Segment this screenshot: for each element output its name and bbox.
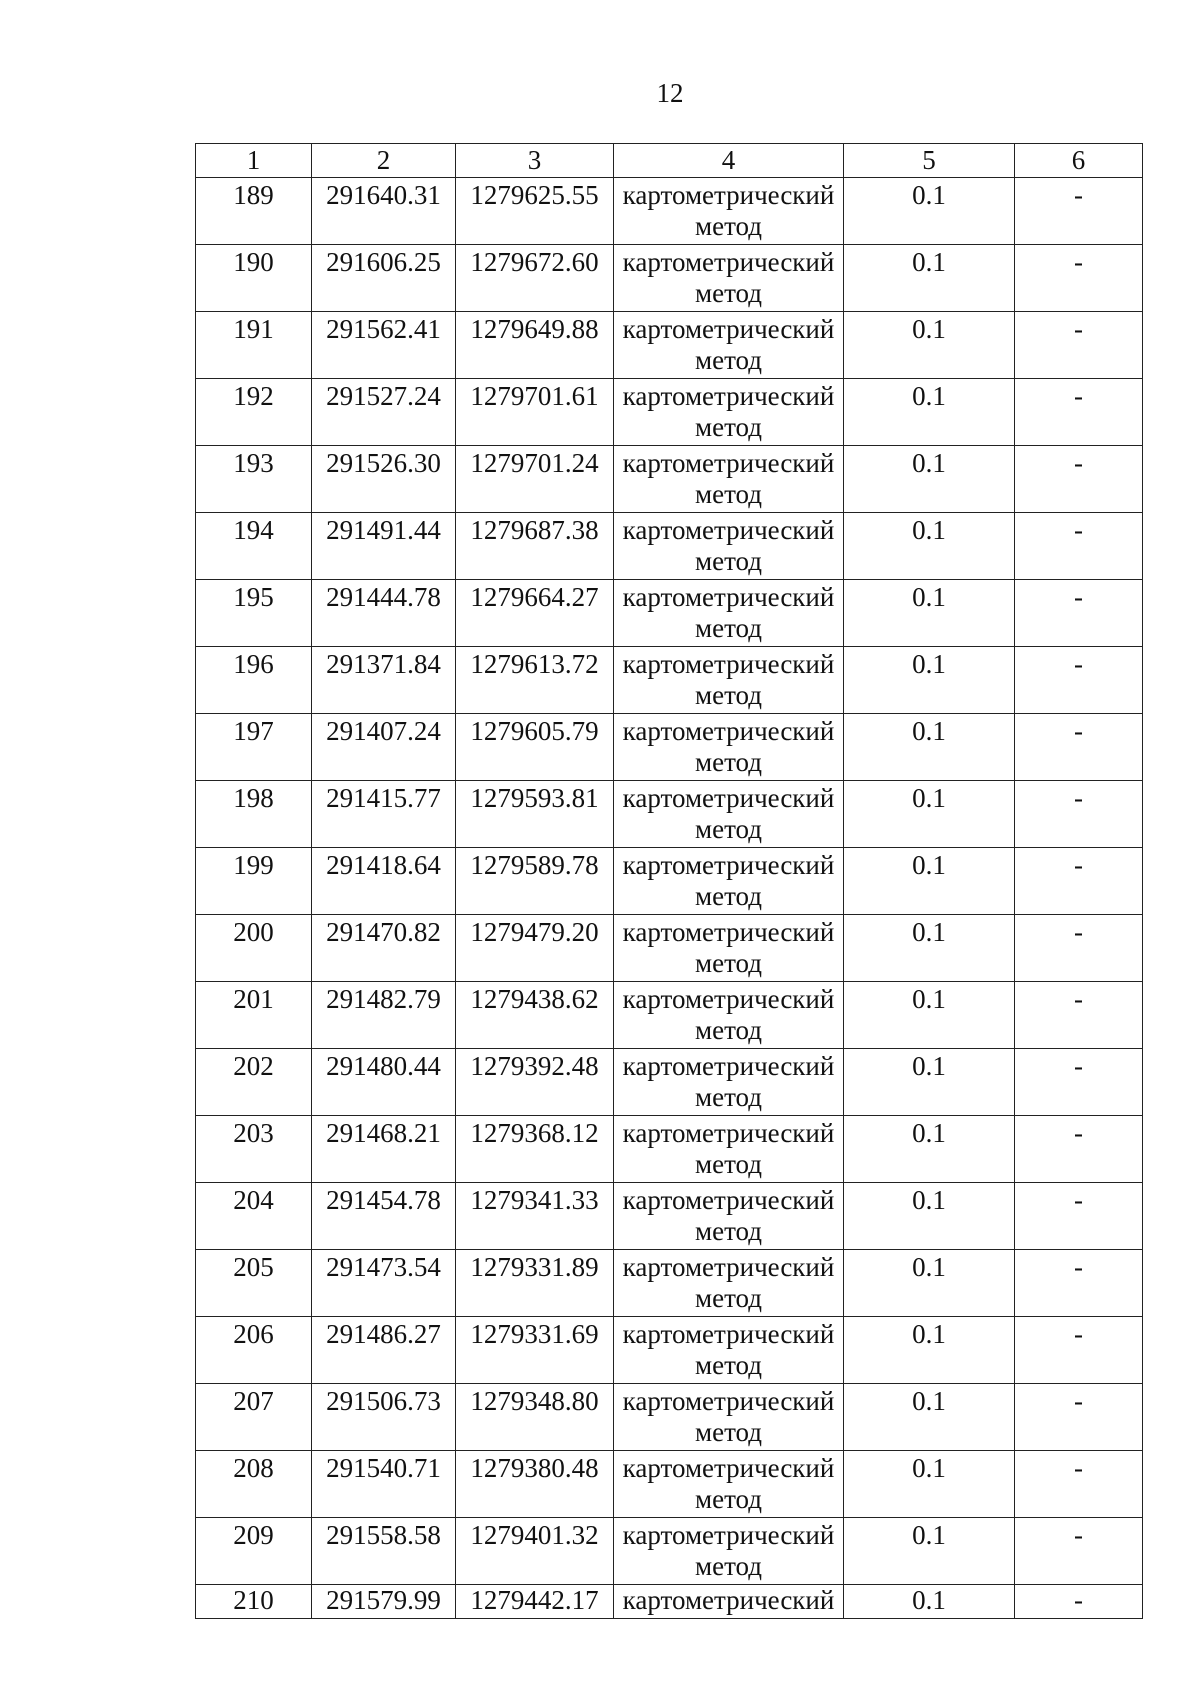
table-row [196, 379, 1143, 446]
table-row [196, 1250, 1143, 1317]
table-row [196, 915, 1143, 982]
x-coordinate-cell: 291527.24 [312, 379, 456, 446]
x-coordinate-cell: 291506.73 [312, 1384, 456, 1451]
header-cell-5: 5 [844, 144, 1015, 178]
x-coordinate-cell: 291491.44 [312, 513, 456, 580]
method-cell: картометрический метод [614, 245, 844, 312]
y-coordinate-cell: 1279438.62 [456, 982, 614, 1049]
x-coordinate-cell: 291470.82 [312, 915, 456, 982]
method-cell: картометрический метод [614, 915, 844, 982]
note-cell: - [1015, 647, 1143, 714]
header-cell-2: 2 [312, 144, 456, 178]
note-cell: - [1015, 1116, 1143, 1183]
table-row [196, 513, 1143, 580]
point-number-cell: 190 [196, 245, 312, 312]
x-coordinate-cell: 291480.44 [312, 1049, 456, 1116]
point-number-cell: 205 [196, 1250, 312, 1317]
y-coordinate-cell: 1279701.61 [456, 379, 614, 446]
note-cell: - [1015, 513, 1143, 580]
method-cell: картометрический метод [614, 848, 844, 915]
accuracy-cell: 0.1 [844, 781, 1015, 848]
table-row [196, 312, 1143, 379]
method-cell: картометрический метод [614, 1384, 844, 1451]
method-cell: картометрический метод [614, 312, 844, 379]
point-number-cell: 206 [196, 1317, 312, 1384]
point-number-cell: 191 [196, 312, 312, 379]
header-cell-3: 3 [456, 144, 614, 178]
table-row [196, 647, 1143, 714]
point-number-cell: 196 [196, 647, 312, 714]
x-coordinate-cell: 291562.41 [312, 312, 456, 379]
y-coordinate-cell: 1279348.80 [456, 1384, 614, 1451]
point-number-cell: 197 [196, 714, 312, 781]
note-cell: - [1015, 848, 1143, 915]
table-row [196, 1116, 1143, 1183]
x-coordinate-cell: 291454.78 [312, 1183, 456, 1250]
coordinates-table [195, 143, 1143, 1619]
note-cell: - [1015, 446, 1143, 513]
point-number-cell: 199 [196, 848, 312, 915]
table-header [196, 144, 1143, 178]
note-cell: - [1015, 915, 1143, 982]
point-number-cell: 193 [196, 446, 312, 513]
table-row [196, 245, 1143, 312]
note-cell: - [1015, 178, 1143, 245]
accuracy-cell: 0.1 [844, 446, 1015, 513]
y-coordinate-cell: 1279331.89 [456, 1250, 614, 1317]
note-cell: - [1015, 379, 1143, 446]
method-cell: картометрический метод [614, 1451, 844, 1518]
y-coordinate-cell: 1279625.55 [456, 178, 614, 245]
x-coordinate-cell: 291558.58 [312, 1518, 456, 1585]
accuracy-cell: 0.1 [844, 178, 1015, 245]
note-cell: - [1015, 781, 1143, 848]
table-row [196, 1451, 1143, 1518]
note-cell: - [1015, 245, 1143, 312]
method-cell: картометрический метод [614, 1518, 844, 1585]
note-cell: - [1015, 1183, 1143, 1250]
y-coordinate-cell: 1279672.60 [456, 245, 614, 312]
point-number-cell: 200 [196, 915, 312, 982]
x-coordinate-cell: 291640.31 [312, 178, 456, 245]
method-cell: картометрический метод [614, 1116, 844, 1183]
point-number-cell: 201 [196, 982, 312, 1049]
table-row [196, 1317, 1143, 1384]
y-coordinate-cell: 1279368.12 [456, 1116, 614, 1183]
method-cell: картометрический метод [614, 1049, 844, 1116]
method-cell: картометрический метод [614, 714, 844, 781]
point-number-cell: 203 [196, 1116, 312, 1183]
method-cell: картометрический метод [614, 1183, 844, 1250]
point-number-cell: 208 [196, 1451, 312, 1518]
method-cell: картометрический метод [614, 781, 844, 848]
note-cell: - [1015, 1518, 1143, 1585]
table-row [196, 446, 1143, 513]
table-row [196, 1183, 1143, 1250]
note-cell: - [1015, 1384, 1143, 1451]
x-coordinate-cell: 291579.99 [312, 1585, 456, 1619]
table-body [196, 178, 1143, 1619]
table-row [196, 714, 1143, 781]
x-coordinate-cell: 291444.78 [312, 580, 456, 647]
note-cell: - [1015, 982, 1143, 1049]
method-cell: картометрический метод [614, 513, 844, 580]
y-coordinate-cell: 1279593.81 [456, 781, 614, 848]
accuracy-cell: 0.1 [844, 245, 1015, 312]
accuracy-cell: 0.1 [844, 982, 1015, 1049]
note-cell: - [1015, 1585, 1143, 1619]
method-cell: картометрический метод [614, 982, 844, 1049]
note-cell: - [1015, 714, 1143, 781]
x-coordinate-cell: 291482.79 [312, 982, 456, 1049]
note-cell: - [1015, 1451, 1143, 1518]
y-coordinate-cell: 1279613.72 [456, 647, 614, 714]
y-coordinate-cell: 1279392.48 [456, 1049, 614, 1116]
page-number: 12 [656, 78, 684, 108]
accuracy-cell: 0.1 [844, 1451, 1015, 1518]
accuracy-cell: 0.1 [844, 647, 1015, 714]
method-cell: картометрический метод [614, 379, 844, 446]
x-coordinate-cell: 291526.30 [312, 446, 456, 513]
table-row [196, 1518, 1143, 1585]
table-row [196, 178, 1143, 245]
point-number-cell: 194 [196, 513, 312, 580]
y-coordinate-cell: 1279664.27 [456, 580, 614, 647]
y-coordinate-cell: 1279479.20 [456, 915, 614, 982]
y-coordinate-cell: 1279401.32 [456, 1518, 614, 1585]
accuracy-cell: 0.1 [844, 1250, 1015, 1317]
note-cell: - [1015, 1049, 1143, 1116]
accuracy-cell: 0.1 [844, 1317, 1015, 1384]
y-coordinate-cell: 1279442.17 [456, 1585, 614, 1619]
accuracy-cell: 0.1 [844, 1116, 1015, 1183]
y-coordinate-cell: 1279605.79 [456, 714, 614, 781]
point-number-cell: 189 [196, 178, 312, 245]
x-coordinate-cell: 291540.71 [312, 1451, 456, 1518]
accuracy-cell: 0.1 [844, 513, 1015, 580]
accuracy-cell: 0.1 [844, 1183, 1015, 1250]
point-number-cell: 192 [196, 379, 312, 446]
method-cell: картометрический метод [614, 580, 844, 647]
accuracy-cell: 0.1 [844, 1585, 1015, 1619]
table-row [196, 982, 1143, 1049]
point-number-cell: 207 [196, 1384, 312, 1451]
point-number-cell: 195 [196, 580, 312, 647]
table-row [196, 1585, 1143, 1619]
x-coordinate-cell: 291468.21 [312, 1116, 456, 1183]
note-cell: - [1015, 312, 1143, 379]
x-coordinate-cell: 291486.27 [312, 1317, 456, 1384]
point-number-cell: 202 [196, 1049, 312, 1116]
x-coordinate-cell: 291415.77 [312, 781, 456, 848]
x-coordinate-cell: 291606.25 [312, 245, 456, 312]
y-coordinate-cell: 1279649.88 [456, 312, 614, 379]
y-coordinate-cell: 1279380.48 [456, 1451, 614, 1518]
x-coordinate-cell: 291473.54 [312, 1250, 456, 1317]
point-number-cell: 209 [196, 1518, 312, 1585]
method-cell: картометрический метод [614, 1317, 844, 1384]
accuracy-cell: 0.1 [844, 1049, 1015, 1116]
accuracy-cell: 0.1 [844, 848, 1015, 915]
note-cell: - [1015, 1317, 1143, 1384]
accuracy-cell: 0.1 [844, 714, 1015, 781]
method-cell: картометрический метод [614, 446, 844, 513]
table-row [196, 1049, 1143, 1116]
accuracy-cell: 0.1 [844, 1384, 1015, 1451]
header-cell-6: 6 [1015, 144, 1143, 178]
method-cell: картометрический метод [614, 647, 844, 714]
point-number-cell: 210 [196, 1585, 312, 1619]
header-cell-4: 4 [614, 144, 844, 178]
y-coordinate-cell: 1279701.24 [456, 446, 614, 513]
point-number-cell: 204 [196, 1183, 312, 1250]
note-cell: - [1015, 1250, 1143, 1317]
table-row [196, 580, 1143, 647]
table-row [196, 1384, 1143, 1451]
table-row [196, 781, 1143, 848]
accuracy-cell: 0.1 [844, 312, 1015, 379]
y-coordinate-cell: 1279687.38 [456, 513, 614, 580]
method-cell: картометрический метод [614, 178, 844, 245]
point-number-cell: 198 [196, 781, 312, 848]
y-coordinate-cell: 1279341.33 [456, 1183, 614, 1250]
method-cell: картометрический метод [614, 1250, 844, 1317]
x-coordinate-cell: 291407.24 [312, 714, 456, 781]
y-coordinate-cell: 1279331.69 [456, 1317, 614, 1384]
method-cell: картометрический [614, 1585, 844, 1619]
header-row [196, 144, 1143, 178]
table-row [196, 848, 1143, 915]
accuracy-cell: 0.1 [844, 379, 1015, 446]
accuracy-cell: 0.1 [844, 580, 1015, 647]
accuracy-cell: 0.1 [844, 1518, 1015, 1585]
header-cell-1: 1 [196, 144, 312, 178]
note-cell: - [1015, 580, 1143, 647]
x-coordinate-cell: 291418.64 [312, 848, 456, 915]
accuracy-cell: 0.1 [844, 915, 1015, 982]
y-coordinate-cell: 1279589.78 [456, 848, 614, 915]
x-coordinate-cell: 291371.84 [312, 647, 456, 714]
